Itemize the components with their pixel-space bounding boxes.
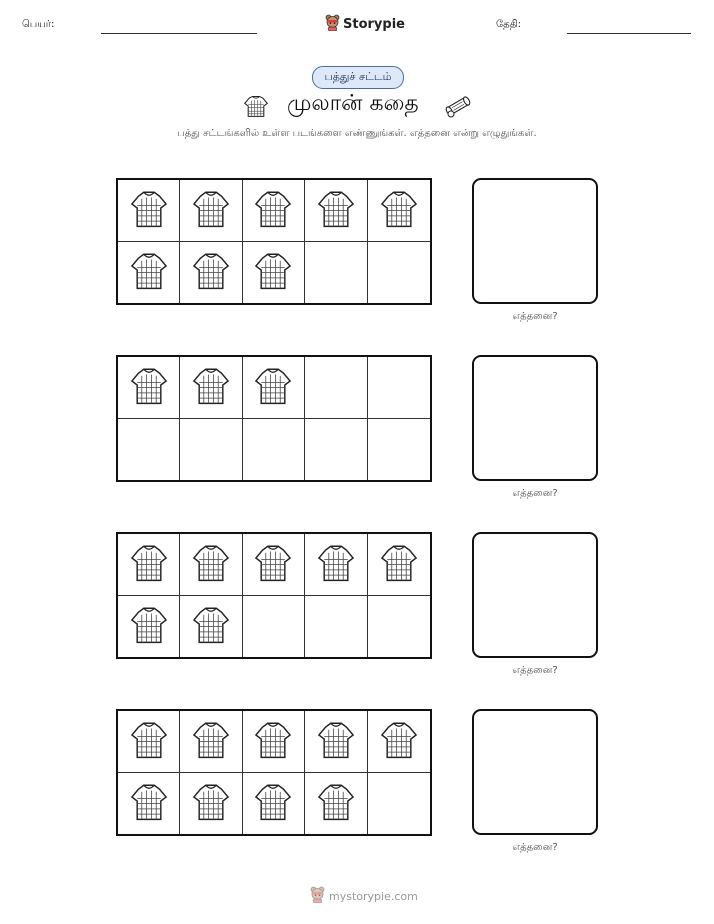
title-armor-graphic bbox=[243, 93, 269, 119]
name-line[interactable] bbox=[101, 33, 257, 34]
armor-vest-icon bbox=[316, 187, 356, 233]
frame-cell bbox=[305, 534, 367, 596]
ten-frame bbox=[116, 178, 432, 305]
frame-cell bbox=[118, 596, 180, 658]
armor-vest-icon bbox=[129, 187, 169, 233]
frame-cell bbox=[368, 419, 430, 481]
frame-cell bbox=[305, 180, 367, 242]
armor-vest-icon bbox=[379, 187, 419, 233]
armor-vest-icon bbox=[253, 541, 293, 587]
frame-cell bbox=[180, 419, 242, 481]
frame-cell bbox=[368, 773, 430, 835]
frame-cell bbox=[305, 242, 367, 304]
date-line[interactable] bbox=[567, 33, 691, 34]
armor-vest-icon bbox=[253, 187, 293, 233]
ten-frame bbox=[116, 355, 432, 482]
armor-vest-icon bbox=[253, 249, 293, 295]
frame-cell bbox=[368, 357, 430, 419]
armor-vest-icon bbox=[379, 541, 419, 587]
page-title: முலான் கதை bbox=[287, 91, 419, 116]
armor-vest-icon bbox=[191, 541, 231, 587]
frame-cell bbox=[368, 534, 430, 596]
instructions: பத்து சட்டங்களில் உள்ள படங்களை எண்ணுங்கள். எத்தனை என்று எழுதுங்கள். bbox=[177, 128, 537, 139]
bear-mascot-icon bbox=[310, 886, 325, 906]
brand-name: Storypie bbox=[343, 17, 405, 32]
frame-cell bbox=[118, 419, 180, 481]
frame-cell bbox=[305, 596, 367, 658]
frame-cell bbox=[305, 773, 367, 835]
armor-vest-icon bbox=[243, 93, 269, 119]
answer-box[interactable] bbox=[472, 709, 598, 835]
answer-box[interactable] bbox=[472, 178, 598, 304]
armor-vest-icon bbox=[191, 780, 231, 826]
armor-vest-icon bbox=[191, 187, 231, 233]
ten-frame bbox=[116, 532, 432, 659]
frame-cell bbox=[180, 534, 242, 596]
armor-vest-icon bbox=[253, 364, 293, 410]
frame-cell bbox=[118, 180, 180, 242]
frame-cell bbox=[118, 773, 180, 835]
frame-cell bbox=[118, 357, 180, 419]
frame-cell bbox=[118, 242, 180, 304]
frame-cell bbox=[305, 419, 367, 481]
frame-cell bbox=[368, 711, 430, 773]
frame-cell bbox=[243, 357, 305, 419]
frame-cell bbox=[305, 357, 367, 419]
how-many-label: எத்தனை? bbox=[512, 311, 558, 322]
how-many-label: எத்தனை? bbox=[512, 842, 558, 853]
armor-vest-icon bbox=[316, 718, 356, 764]
armor-vest-icon bbox=[191, 603, 231, 649]
frame-cell bbox=[180, 596, 242, 658]
frame-cell bbox=[368, 180, 430, 242]
frame-cell bbox=[180, 180, 242, 242]
armor-vest-icon bbox=[316, 541, 356, 587]
name-label: பெயர்: bbox=[22, 19, 55, 30]
armor-vest-icon bbox=[379, 718, 419, 764]
answer-box[interactable] bbox=[472, 355, 598, 481]
date-label: தேதி: bbox=[496, 19, 522, 30]
armor-vest-icon bbox=[191, 249, 231, 295]
armor-vest-icon bbox=[253, 780, 293, 826]
brand-logo bbox=[325, 14, 405, 35]
frame-cell bbox=[243, 242, 305, 304]
frame-cell bbox=[305, 711, 367, 773]
armor-vest-icon bbox=[316, 780, 356, 826]
badge: பத்துச் சட்டம் bbox=[312, 66, 404, 89]
frame-cell bbox=[243, 711, 305, 773]
frame-cell bbox=[243, 180, 305, 242]
frame-cell bbox=[243, 596, 305, 658]
scroll-icon bbox=[444, 93, 472, 119]
armor-vest-icon bbox=[129, 364, 169, 410]
frame-cell bbox=[180, 357, 242, 419]
scroll-graphic bbox=[444, 93, 472, 119]
armor-vest-icon bbox=[129, 249, 169, 295]
armor-vest-icon bbox=[129, 780, 169, 826]
armor-vest-icon bbox=[191, 364, 231, 410]
frame-cell bbox=[118, 534, 180, 596]
armor-vest-icon bbox=[129, 541, 169, 587]
frame-cell bbox=[243, 419, 305, 481]
bear-mascot-icon bbox=[325, 14, 340, 35]
armor-vest-icon bbox=[129, 718, 169, 764]
footer bbox=[310, 886, 418, 906]
frame-cell bbox=[368, 596, 430, 658]
answer-box[interactable] bbox=[472, 532, 598, 658]
armor-vest-icon bbox=[191, 718, 231, 764]
footer-url[interactable]: mystorypie.com bbox=[329, 889, 418, 903]
frame-cell bbox=[243, 534, 305, 596]
ten-frame bbox=[116, 709, 432, 836]
how-many-label: எத்தனை? bbox=[512, 665, 558, 676]
how-many-label: எத்தனை? bbox=[512, 488, 558, 499]
frame-cell bbox=[118, 711, 180, 773]
armor-vest-icon bbox=[129, 603, 169, 649]
frame-cell bbox=[180, 242, 242, 304]
frame-cell bbox=[180, 711, 242, 773]
armor-vest-icon bbox=[253, 718, 293, 764]
frame-cell bbox=[243, 773, 305, 835]
frame-cell bbox=[368, 242, 430, 304]
frame-cell bbox=[180, 773, 242, 835]
